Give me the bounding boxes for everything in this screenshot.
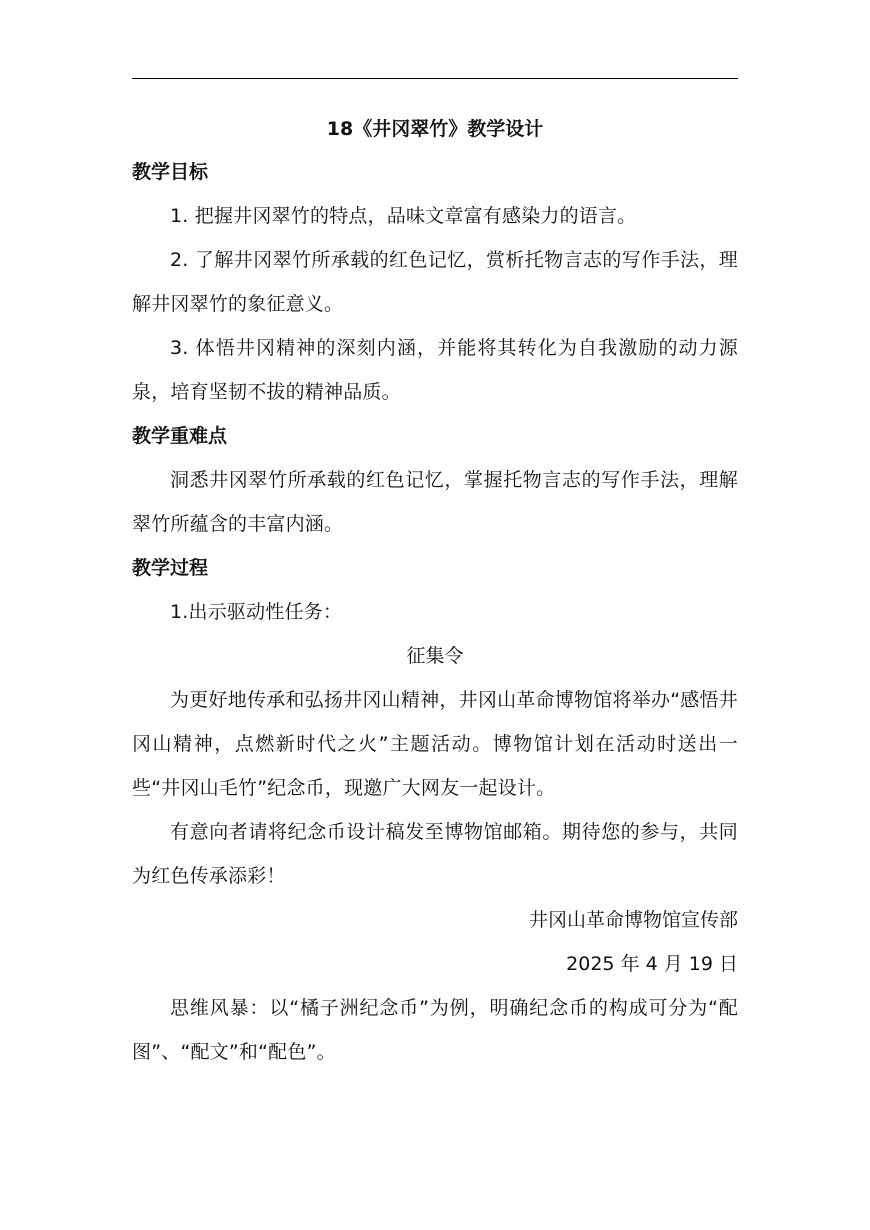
- brainstorm-paragraph: 思维风暴：以“橘子洲纪念币”为例，明确纪念币的构成可分为“配图”、“配文”和“配色”。: [132, 997, 738, 1063]
- key-points-text: 洞悉井冈翠竹所承载的红色记忆，掌握托物言志的写作手法，理解翠竹所蕴含的丰富内涵。: [132, 469, 738, 535]
- objective-item: 3. 体悟井冈精神的深刻内涵，并能将其转化为自我激励的动力源泉，培育坚韧不拔的精神品质。: [132, 337, 738, 403]
- notice-date: 2025 年 4 月 19 日: [566, 953, 738, 975]
- process-heading: 教学过程: [132, 557, 209, 579]
- objective-item: 1. 把握井冈翠竹的特点，品味文章富有感染力的语言。: [170, 205, 637, 227]
- objective-item: 2. 了解井冈翠竹所承载的红色记忆，赏析托物言志的写作手法，理解井冈翠竹的象征意义。: [132, 249, 738, 315]
- notice-title: 征集令: [406, 645, 464, 667]
- notice-paragraph: 有意向者请将纪念币设计稿发至博物馆邮箱。期待您的参与，共同为红色传承添彩！: [132, 821, 738, 887]
- document-title: 18《井冈翠竹》教学设计: [326, 118, 544, 140]
- header-rule: [132, 78, 738, 79]
- objectives-heading: 教学目标: [132, 161, 209, 183]
- notice-signature: 井冈山革命博物馆宣传部: [528, 909, 738, 931]
- document-body: [132, 108, 738, 1074]
- key-points-heading: 教学重难点: [132, 425, 228, 447]
- process-step-1: 1.出示驱动性任务：: [170, 601, 343, 623]
- notice-paragraph: 为更好地传承和弘扬井冈山精神，井冈山革命博物馆将举办“感悟井冈山精神，点燃新时代之火”主题活动。博物馆计划在活动时送出一些“井冈山毛竹”纪念币，现邀广大网友一起设计。: [132, 689, 738, 799]
